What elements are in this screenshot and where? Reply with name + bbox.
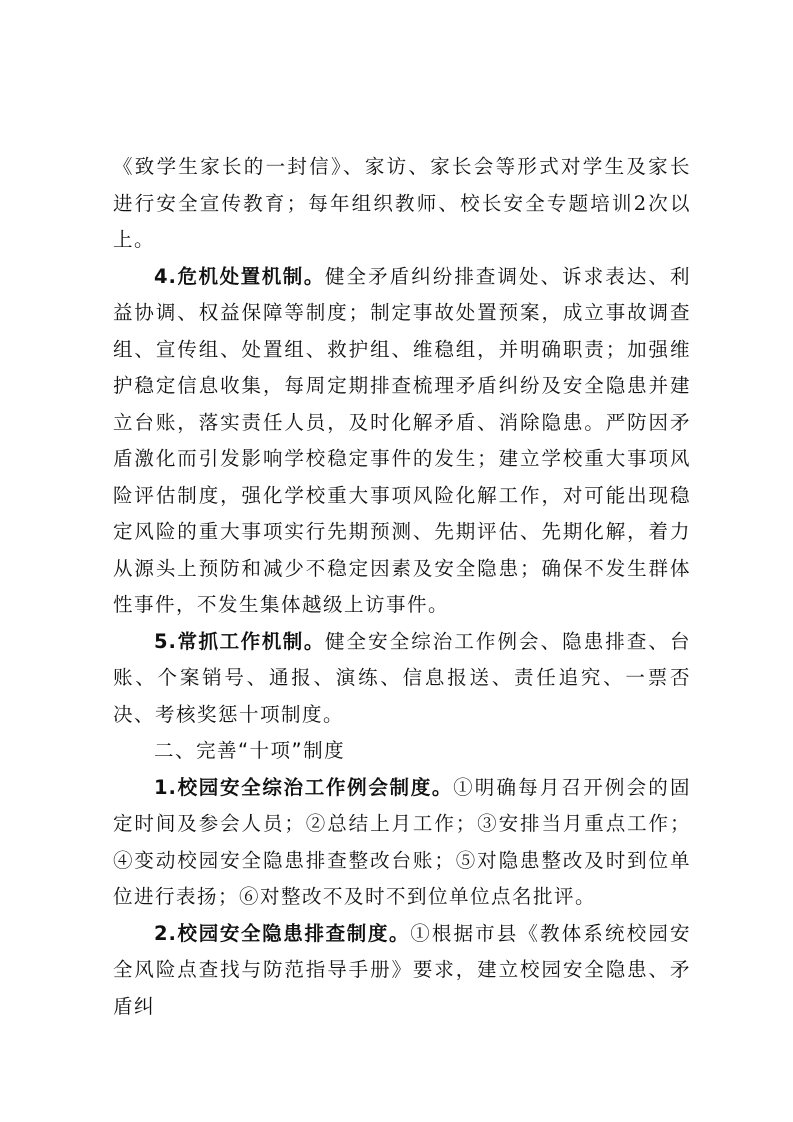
document-body [113,149,691,1025]
paragraph-text: ①根据市县《教体系统校园安全风险点查找与防范指导手册》要求，建立校园安全隐患、矛盾纠 [113,921,691,1018]
paragraph-lead-heading: 4.危机处置机制。 [153,264,325,288]
paragraph-text: 健全矛盾纠纷排查调处、诉求表达、利益协调、权益保障等制度；制定事故处置预案，成立事故调查组、宣传组、处置组、救护组、维稳组，并明确职责；加强维护稳定信息收集，每周定期排查梳理矛盾纠纷及安全隐患并建立台账，落实责任人员，及时化解矛盾、消除隐患。严防因矛盾激化而引发影响学校稳定事件的发生；建立学校重大事项风险评估制度，强化学校重大事项风险化解工作，对可能出现稳定风险的重大事项实行先期预测、先期评估、先期化解，着力从源头上预防和减少不稳定因素及安全隐患；确保不发生群体性事件，不发生集体越级上访事件。 [113,264,691,616]
section-heading-ten-systems [113,733,691,770]
section-heading-text: 二、完善“十项”制度 [153,739,346,762]
paragraph-hazard-inspection [113,916,691,1026]
paragraph-routine-work [113,624,691,734]
paragraph-lead-heading: 5.常抓工作机制。 [153,629,325,653]
paragraph-lead-heading: 1.校园安全综治工作例会制度。 [153,775,454,799]
paragraph-text: 《致学生家长的一封信》、家访、家长会等形式对学生及家长进行安全宣传教育；每年组织教师、校长安全专题培训2次以上。 [113,155,691,251]
paragraph-regular-meeting [113,770,691,916]
paragraph-text: ①明确每月召开例会的固定时间及参会人员；②总结上月工作；③安排当月重点工作；④变动校园安全隐患排查整改台账；⑤对隐患整改及时到位单位进行表扬；⑥对整改不及时不到位单位点名批评。 [113,775,691,908]
paragraph-crisis-handling [113,259,691,624]
paragraph-parent-outreach [113,149,691,259]
paragraph-lead-heading: 2.校园安全隐患排查制度。 [153,921,411,945]
paragraph-text: 健全安全综治工作例会、隐患排查、台账、个案销号、通报、演练、信息报送、责任追究、一票否决、考核奖惩十项制度。 [113,629,691,726]
